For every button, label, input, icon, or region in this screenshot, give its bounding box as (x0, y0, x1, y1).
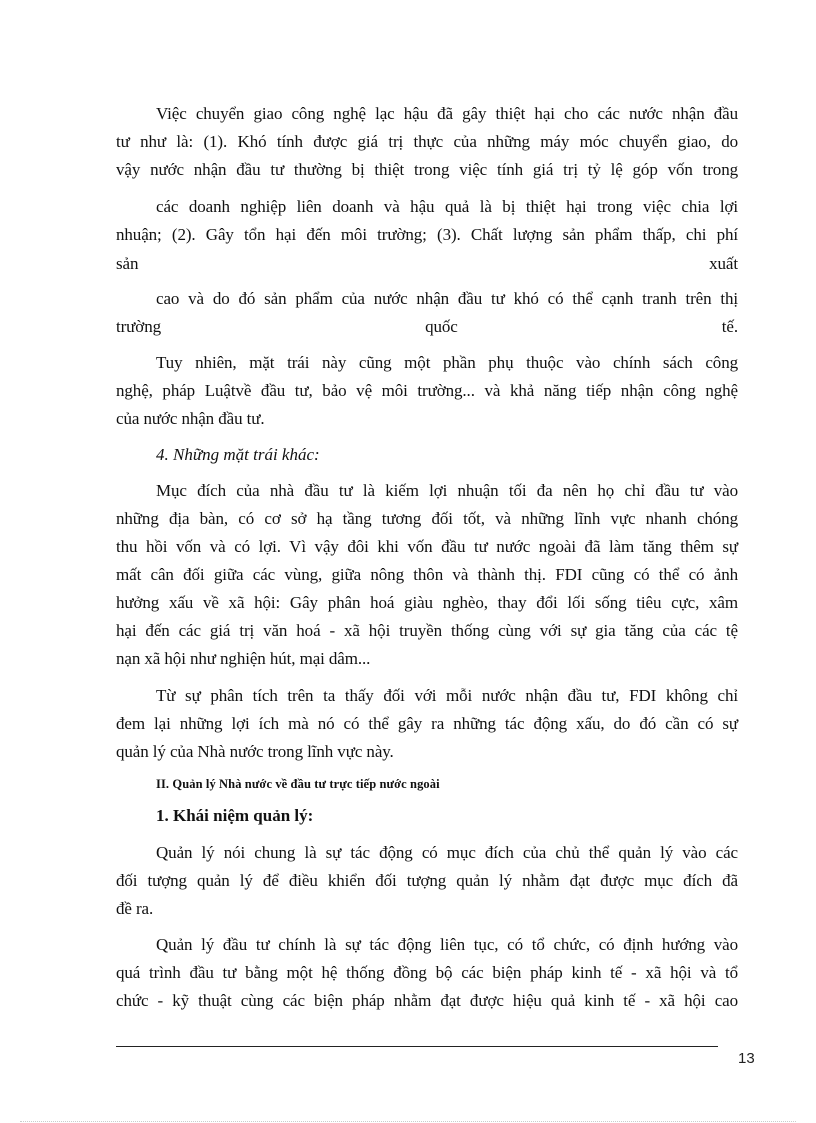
paragraph-line: đối tượng quản lý để điều khiển đối tượng quản lý nhằm đạt được mục đích đã (116, 871, 738, 890)
paragraph-line: quản lý của Nhà nước trong lĩnh vực này. (116, 742, 394, 761)
paragraph-line: Quản lý đầu tư chính là sự tác động liên tục, có tổ chức, có định hướng vào (156, 935, 738, 954)
paragraph-line: quá trình đầu tư bằng một hệ thống đồng bộ các biện pháp kinh tế - xã hội và tổ (116, 963, 738, 982)
page-bottom-edge (20, 1121, 796, 1122)
paragraph-line: đề ra. (116, 899, 154, 918)
word: quốc (425, 317, 458, 336)
paragraph-line (116, 253, 738, 275)
paragraph-line: nạn xã hội như nghiện hút, mại dâm... (116, 649, 371, 668)
word: tế. (721, 317, 738, 336)
paragraph-line (116, 316, 738, 338)
paragraph-line: Từ sự phân tích trên ta thấy đối với mỗi nước nhận đầu tư, FDI không chỉ (156, 686, 738, 705)
section-heading: 4. Những mặt trái khác: (156, 445, 320, 464)
paragraph-line: hại đến các giá trị văn hoá - xã hội truyền thống cùng với sự gia tăng của các tệ (116, 621, 738, 640)
footer-divider (116, 1046, 718, 1047)
page-number: 13 (738, 1050, 755, 1067)
paragraph-line: cao và do đó sản phẩm của nước nhận đầu tư khó có thể cạnh tranh trên thị (156, 289, 738, 308)
paragraph-line: Việc chuyển giao công nghệ lạc hậu đã gây thiệt hại cho các nước nhận đầu (156, 104, 738, 123)
subsection-heading: 1. Khái niệm quản lý: (156, 806, 314, 825)
paragraph-line: những địa bàn, có cơ sở hạ tầng tương đối tốt, và những lĩnh vực nhanh chóng (116, 509, 738, 528)
paragraph-line: mất cân đối giữa các vùng, giữa nông thôn và thành thị. FDI cũng có thể có ảnh (116, 565, 738, 584)
paragraph-line: đem lại những lợi ích mà nó có thể gây ra những tác động xấu, do đó cần có sự (116, 714, 738, 733)
paragraph-line: Tuy nhiên, mặt trái này cũng một phần phụ thuộc vào chính sách công (156, 353, 738, 372)
word: sản (116, 254, 139, 273)
paragraph-line: các doanh nghiệp liên doanh và hậu quả là bị thiệt hại trong việc chia lợi (156, 197, 738, 216)
paragraph-line: nhuận; (2). Gây tổn hại đến môi trường; (3). Chất lượng sản phẩm thấp, chi phí (116, 225, 738, 244)
paragraph-line: hưởng xấu về xã hội: Gây phân hoá giàu nghèo, thay đổi lối sống tiêu cực, xâm (116, 593, 738, 612)
paragraph-line: của nước nhận đầu tư. (116, 409, 265, 428)
word: trường (116, 317, 161, 336)
paragraph-line: nghệ, pháp Luậtvề đầu tư, bảo vệ môi trường... và khả năng tiếp nhận công nghệ (116, 381, 738, 400)
word: xuất (709, 254, 738, 273)
paragraph-line: chức - kỹ thuật cùng các biện pháp nhằm đạt được hiệu quả kinh tế - xã hội cao (116, 991, 738, 1010)
paragraph-line: tư như là: (1). Khó tính được giá trị thực của những máy móc chuyển giao, do (116, 132, 738, 151)
paragraph-line: Quản lý nói chung là sự tác động có mục đích của chủ thể quản lý vào các (156, 843, 738, 862)
section-title: II. Quản lý Nhà nước về đầu tư trực tiếp nước ngoài (156, 777, 440, 791)
paragraph-line: Mục đích của nhà đầu tư là kiếm lợi nhuận tối đa nên họ chỉ đầu tư vào (156, 481, 738, 500)
paragraph-line: vậy nước nhận đầu tư thường bị thiệt trong việc tính giá trị tỷ lệ góp vốn trong (116, 160, 738, 179)
paragraph-line: thu hồi vốn và có lợi. Vì vậy đôi khi vốn đầu tư nước ngoài đã làm tăng thêm sự (116, 537, 738, 556)
